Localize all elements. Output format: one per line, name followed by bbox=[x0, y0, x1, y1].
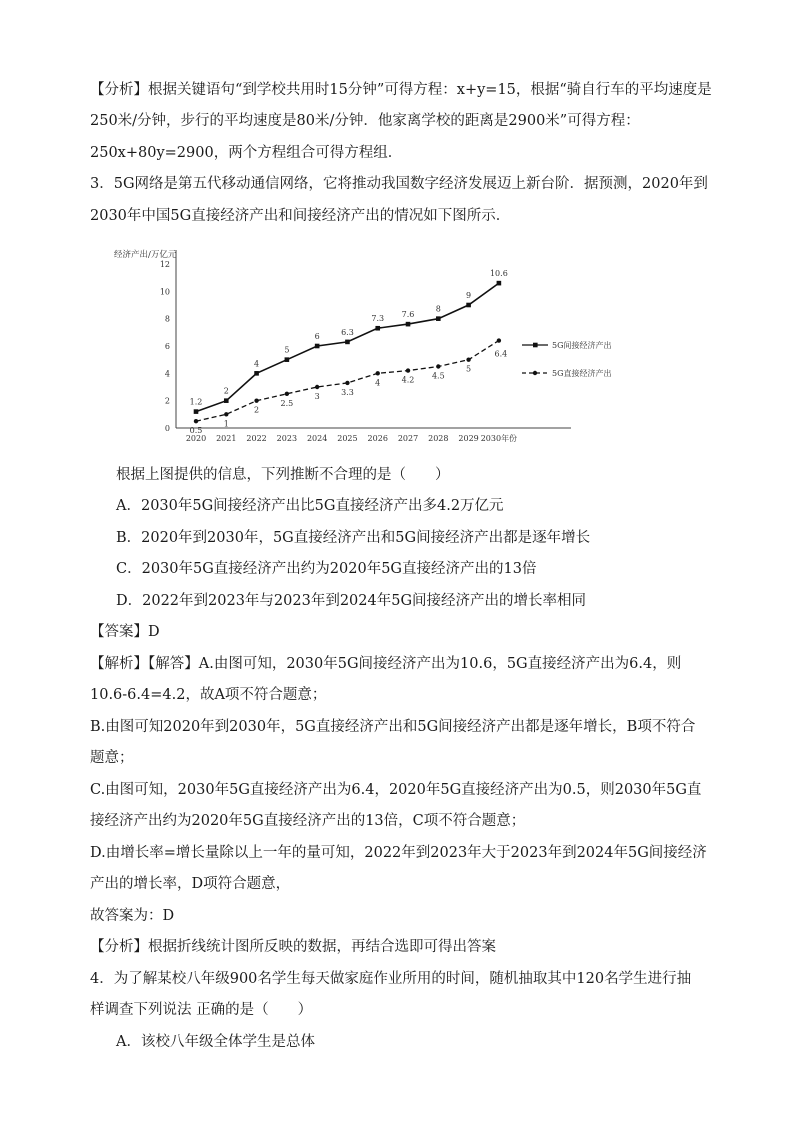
data-point bbox=[224, 398, 229, 403]
text-line: 【分析】根据关键语句“到学校共用时15分钟”可得方程：x+y=15，根据“骑自行车的平均速度是 bbox=[90, 82, 712, 98]
y-tick-label: 0 bbox=[164, 424, 170, 433]
data-point bbox=[285, 357, 290, 362]
data-label: 9 bbox=[466, 291, 472, 300]
data-label: 2 bbox=[223, 386, 229, 396]
data-point bbox=[254, 398, 258, 402]
option-c: C．2030年5G直接经济产出约为2020年5G直接经济产出的13倍 bbox=[116, 561, 537, 577]
data-label: 6.4 bbox=[494, 349, 508, 359]
data-point bbox=[194, 409, 199, 414]
y-axis-label: 经济产出/万亿元 bbox=[114, 250, 177, 260]
y-tick-label: 6 bbox=[164, 342, 170, 351]
data-label: 2.5 bbox=[280, 398, 294, 408]
data-point bbox=[497, 338, 501, 342]
data-label: 1.2 bbox=[189, 397, 203, 407]
y-tick-label: 8 bbox=[164, 314, 170, 324]
text-line: 250x+80y=2900，两个方程组合可得方程组． bbox=[90, 145, 403, 161]
data-point bbox=[466, 357, 470, 361]
x-tick-label: 2026 bbox=[367, 434, 388, 443]
y-tick-label: 2 bbox=[164, 396, 170, 406]
data-point bbox=[194, 419, 198, 423]
question-3-line: 3．5G网络是第五代移动通信网络，它将推动我国数字经济发展迈上新台阶．据预测，2020年到 bbox=[90, 176, 708, 192]
data-label: 7.6 bbox=[401, 310, 415, 320]
question-4-line: 4．为了解某校八年级900名学生每天做家庭作业所用的时间，随机抽取其中120名学生进行抽 bbox=[90, 971, 692, 987]
x-tick-label: 2021 bbox=[216, 434, 237, 443]
data-point bbox=[224, 412, 228, 416]
question-prompt: 根据上图提供的信息，下列推断不合理的是（ ） bbox=[116, 467, 450, 483]
x-tick-label: 2027 bbox=[397, 434, 419, 443]
data-point bbox=[406, 322, 411, 327]
explanation-line: 10.6-6.4=4.2，故A项不符合题意； bbox=[90, 687, 327, 703]
option-d: D．2022年到2023年与2023年到2024年5G间接经济产出的增长率相同 bbox=[116, 593, 587, 609]
data-label: 5 bbox=[284, 345, 290, 355]
economic-output-line-chart bbox=[92, 240, 622, 448]
data-label: 7.3 bbox=[371, 314, 385, 324]
data-label: 6.3 bbox=[341, 327, 354, 337]
data-point bbox=[345, 381, 349, 385]
data-label: 5 bbox=[466, 364, 472, 374]
explanation-line: 接经济产出约为2020年5G直接经济产出的13倍，C项不符合题意； bbox=[90, 813, 526, 829]
question-4-line: 样调查下列说法 正确的是（ ） bbox=[90, 1002, 313, 1018]
explanation-line: 产出的增长率，D项符合题意， bbox=[90, 876, 291, 892]
explanation-line: 【解析】【解答】A.由图可知，2030年5G间接经济产出为10.6，5G直接经济产出为6.4，则 bbox=[90, 656, 682, 672]
data-label: 1 bbox=[223, 419, 229, 429]
data-label: 0.5 bbox=[189, 426, 203, 436]
question-3-line: 2030年中国5G直接经济产出和间接经济产出的情况如下图所示． bbox=[90, 208, 511, 224]
data-label: 4 bbox=[254, 359, 260, 369]
data-point bbox=[436, 364, 440, 368]
explanation-line: 题意； bbox=[90, 750, 134, 766]
data-point bbox=[406, 368, 410, 372]
data-point bbox=[345, 340, 350, 345]
y-tick-label: 4 bbox=[164, 369, 170, 379]
data-point bbox=[375, 326, 380, 331]
explanation-line: B.由图可知2020年到2030年，5G直接经济产出和5G间接经济产出都是逐年增长，B项不符合 bbox=[90, 719, 696, 735]
x-tick-label: 2022 bbox=[246, 434, 267, 443]
x-tick-label: 2029 bbox=[458, 434, 479, 443]
explanation-line: D.由增长率=增长量除以上一年的量可知，2022年到2023年大于2023年到2024年5G间接经济 bbox=[90, 845, 707, 861]
x-tick-label: 2024 bbox=[306, 434, 328, 443]
answer-line: 【答案】D bbox=[90, 624, 160, 640]
data-point bbox=[466, 303, 471, 308]
option-b: B．2020年到2030年，5G直接经济产出和5G间接经济产出都是逐年增长 bbox=[116, 530, 591, 546]
data-label: 8 bbox=[435, 304, 441, 314]
explanation-line: C.由图可知，2030年5G直接经济产出为6.4，2020年5G直接经济产出为0.5，则2030年5G直 bbox=[90, 782, 702, 798]
data-label: 4 bbox=[375, 378, 381, 388]
y-tick-label: 10 bbox=[159, 287, 170, 297]
x-tick-label: 2023 bbox=[276, 434, 298, 443]
option-a: A．2030年5G间接经济产出比5G直接经济产出多4.2万亿元 bbox=[116, 498, 504, 514]
option-a: A．该校八年级全体学生是总体 bbox=[116, 1034, 315, 1050]
data-point bbox=[285, 392, 289, 396]
data-point bbox=[497, 281, 502, 286]
data-label: 2 bbox=[254, 405, 260, 415]
data-point bbox=[436, 316, 441, 321]
data-label: 10.6 bbox=[489, 269, 508, 279]
legend-label: 5G间接经济产出 bbox=[552, 341, 612, 350]
data-label: 3.3 bbox=[341, 387, 354, 397]
data-point bbox=[376, 371, 380, 375]
x-tick-label: 2020 bbox=[185, 434, 207, 443]
text-line: 250米/分钟，步行的平均速度是80米/分钟．他家离学校的距离是2900米”可得方程： bbox=[90, 113, 640, 129]
x-tick-label: 2025 bbox=[337, 434, 358, 443]
data-label: 3 bbox=[314, 392, 320, 401]
y-tick-label: 12 bbox=[159, 260, 170, 269]
data-point bbox=[315, 344, 320, 349]
x-tick-label: 2030年份 bbox=[480, 434, 518, 443]
data-label: 6 bbox=[314, 332, 320, 341]
legend-marker bbox=[533, 371, 537, 375]
answer-conclusion: 故答案为：D bbox=[90, 908, 175, 924]
legend-label: 5G直接经济产出 bbox=[552, 369, 612, 378]
data-point bbox=[254, 371, 259, 376]
data-label: 4.2 bbox=[401, 375, 415, 385]
data-point bbox=[315, 385, 319, 389]
x-tick-label: 2028 bbox=[428, 434, 449, 443]
analysis-line: 【分析】根据折线统计图所反映的数据，再结合选即可得出答案 bbox=[90, 939, 496, 955]
legend-marker bbox=[533, 343, 538, 348]
data-label: 4.5 bbox=[431, 371, 445, 381]
